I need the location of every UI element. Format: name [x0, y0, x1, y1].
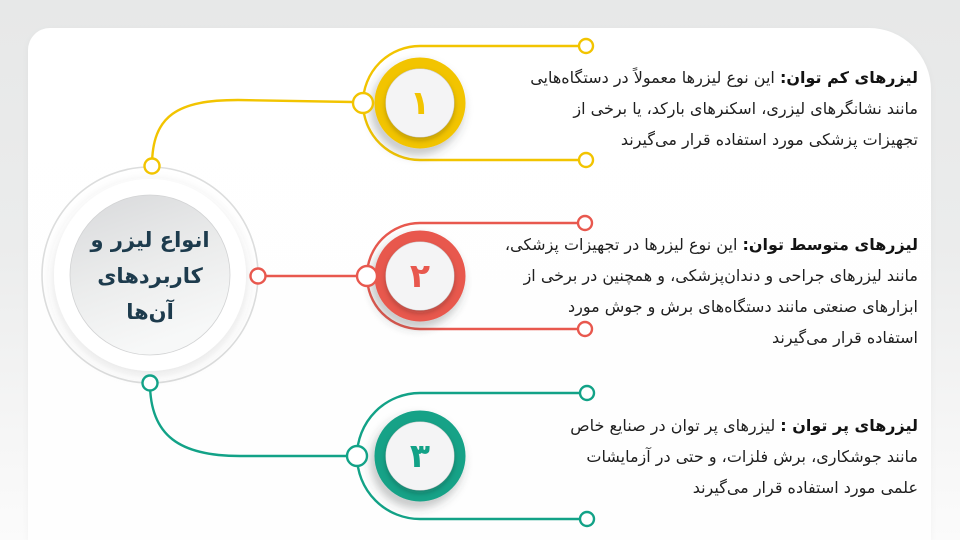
hub-title-line1: انواع لیزر و — [90, 228, 210, 252]
item1-body-line2: مانند نشانگرهای لیزری، اسکنرهای بارکد، یا برخی از — [573, 99, 918, 118]
item2-top-end-node — [578, 216, 592, 230]
item1-bottom-end-node — [579, 153, 593, 167]
item3-body-line1: لیزرهای پر توان در صنایع خاص — [570, 416, 781, 435]
item2-body-line3: ابزارهای صنعتی مانند دستگاه‌های برش و جوش مورد — [568, 297, 918, 316]
item3-heading: لیزرهای پر توان : — [780, 416, 918, 435]
item3-hub-node — [143, 376, 158, 391]
item3-body-line3: علمی مورد استفاده قرار می‌گیرند — [692, 478, 918, 497]
item1-hub-curve — [152, 100, 353, 166]
item2-body-line2: مانند لیزرهای جراحی و دندان‌پزشکی، و همچنین در برخی از — [523, 266, 918, 285]
item2-number-badge: ۲ — [409, 256, 431, 295]
item3-top-end-node — [580, 386, 594, 400]
hub-title — [40, 222, 260, 330]
item3-description — [498, 410, 918, 503]
item1-body-line1: این نوع لیزرها معمولاً در دستگاه‌هایی — [530, 68, 780, 87]
item1-description — [498, 62, 918, 155]
item2-description — [498, 229, 918, 353]
item2-body-line4: استفاده قرار می‌گیرند — [771, 328, 918, 347]
item1-heading: لیزرهای کم توان: — [779, 68, 918, 87]
item3-text-line1 — [498, 410, 918, 441]
item3-number-badge: ۳ — [409, 436, 431, 475]
item1-hub-node — [145, 159, 160, 174]
item3-hub-curve — [150, 383, 347, 456]
item3-body-line2: مانند جوشکاری، برش فلزات، و حتی در آزمایشات — [586, 447, 918, 466]
item2-body-line1: این نوع لیزرها در تجهیزات پزشکی، — [504, 235, 743, 254]
hub-title-line3: آن‌ها — [126, 300, 174, 324]
hub-title-line2: کاربردهای — [97, 264, 203, 288]
item1-number-badge: ۱ — [409, 83, 431, 122]
item3-bottom-end-node — [580, 512, 594, 526]
item1-text-line1 — [498, 62, 918, 93]
item2-text-line1 — [498, 229, 918, 260]
item1-top-end-node — [579, 39, 593, 53]
item3-left-node — [347, 446, 367, 466]
item1-body-line3: تجهیزات پزشکی مورد استفاده قرار می‌گیرند — [620, 130, 918, 149]
item2-heading: لیزرهای متوسط توان: — [742, 235, 918, 254]
